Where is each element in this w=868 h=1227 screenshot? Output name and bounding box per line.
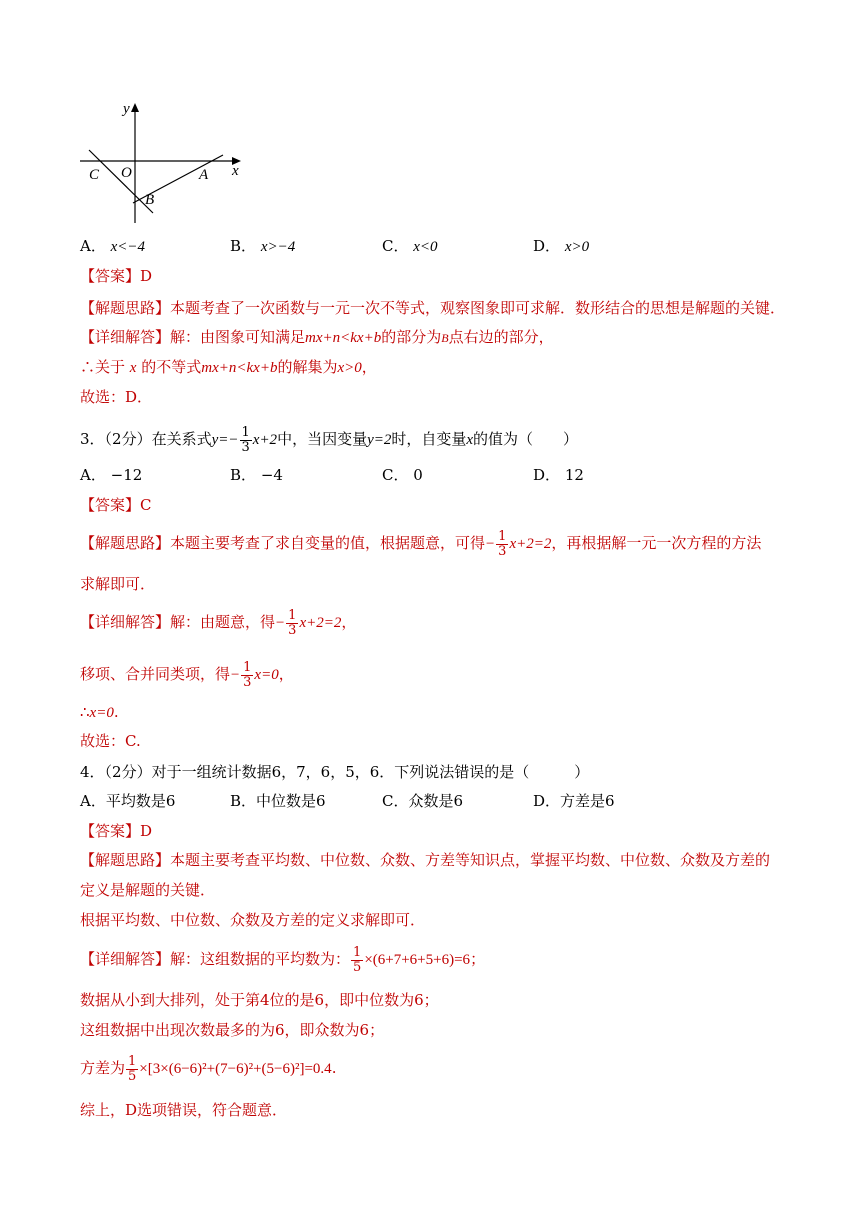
label-o: O: [121, 165, 132, 181]
q3-idea: 【解题思路】本题主要考查了求自变量的值，根据题意，可得− $\frac{1}{3}$ x+2=2，再根据解一元一次方程的方法: [80, 528, 762, 559]
q4-detail-variance: 方差为 $\frac{1}{5}$ ×[3×(6−6)²+(7−6)²+(5−6)²]=0.4.: [80, 1053, 337, 1084]
q4-option-c: C．众数是6: [382, 792, 464, 810]
q3-step: 移项、合并同类项，得− $\frac{1}{3}$ x=0，: [80, 659, 294, 690]
q3-option-d: D． 12: [533, 466, 584, 484]
y-axis-arrow: [131, 103, 139, 112]
q3-therefore: ∴x=0.: [80, 703, 119, 721]
q3-choose: 故选：C.: [80, 732, 141, 750]
q2-detail-2: ∴关于 x 的不等式mx+n<kx+b的解集为x>0，: [80, 358, 377, 376]
q4-idea-3: 根据平均数、中位数、众数及方差的定义求解即可．: [80, 911, 426, 929]
q4-detail-median: 数据从小到大排列，处于第4位的是6，即中位数为6；: [80, 991, 439, 1009]
q4-option-d: D．方差是6: [533, 792, 615, 810]
q3-option-b: B． −4: [230, 466, 283, 484]
q4-option-b: B．中位数是6: [230, 792, 326, 810]
q4-idea-1: 【解题思路】本题主要考查平均数、中位数、众数、方差等知识点，掌握平均数、中位数、众数及方差的: [80, 851, 771, 869]
function-graph: [75, 95, 255, 225]
q4-stem: 4．（2分）对于一组统计数据6，7，6，5，6．下列说法错误的是（ ）: [80, 763, 590, 781]
q2-idea: 【解题思路】本题考查了一次函数与一元一次不等式，观察图象即可求解．数形结合的思想是解题的关键．: [80, 299, 786, 317]
q3-stem: 3．（2分）在关系式y=− $\frac{1}{3}$ x+2中，当因变量y=2时，自变量x的值为（ ）: [80, 424, 579, 455]
q4-detail-mode: 这组数据中出现次数最多的为6，即众数为6；: [80, 1021, 385, 1039]
q2-choose: 故选：D．: [80, 388, 153, 406]
q2-option-d: D． x>0: [533, 237, 590, 255]
label-x: x: [232, 163, 239, 179]
label-c: C: [89, 167, 100, 183]
q2-answer: 【答案】D: [80, 267, 153, 285]
q2-detail-1: 【详细解答】解：由图象可知满足mx+n<kx+b的部分为B点右边的部分，: [80, 328, 554, 346]
q2-option-b: B． x>−4: [230, 237, 296, 255]
q2-option-c: C． x<0: [382, 237, 438, 255]
q3-option-c: C． 0: [382, 466, 423, 484]
q3-answer: 【答案】C: [80, 496, 152, 514]
q4-idea-2: 定义是解题的关键．: [80, 881, 216, 899]
label-y: y: [123, 101, 130, 117]
q4-option-a: A．平均数是6: [80, 792, 176, 810]
q3-idea-2: 求解即可．: [80, 575, 156, 593]
label-b: B: [145, 192, 155, 208]
q4-answer: 【答案】D: [80, 822, 153, 840]
q3-option-a: A． −12: [80, 466, 143, 484]
q2-option-a: A． x<−4: [80, 237, 146, 255]
label-a: A: [199, 167, 209, 183]
q3-detail: 【详细解答】解：由题意，得− $\frac{1}{3}$ x+2=2，: [80, 607, 357, 638]
q4-detail-mean: 【详细解答】解：这组数据的平均数为： $\frac{1}{5}$ ×(6+7+6+5+6)=6；: [80, 944, 486, 975]
q4-conclusion: 综上，D选项错误，符合题意．: [80, 1101, 288, 1119]
